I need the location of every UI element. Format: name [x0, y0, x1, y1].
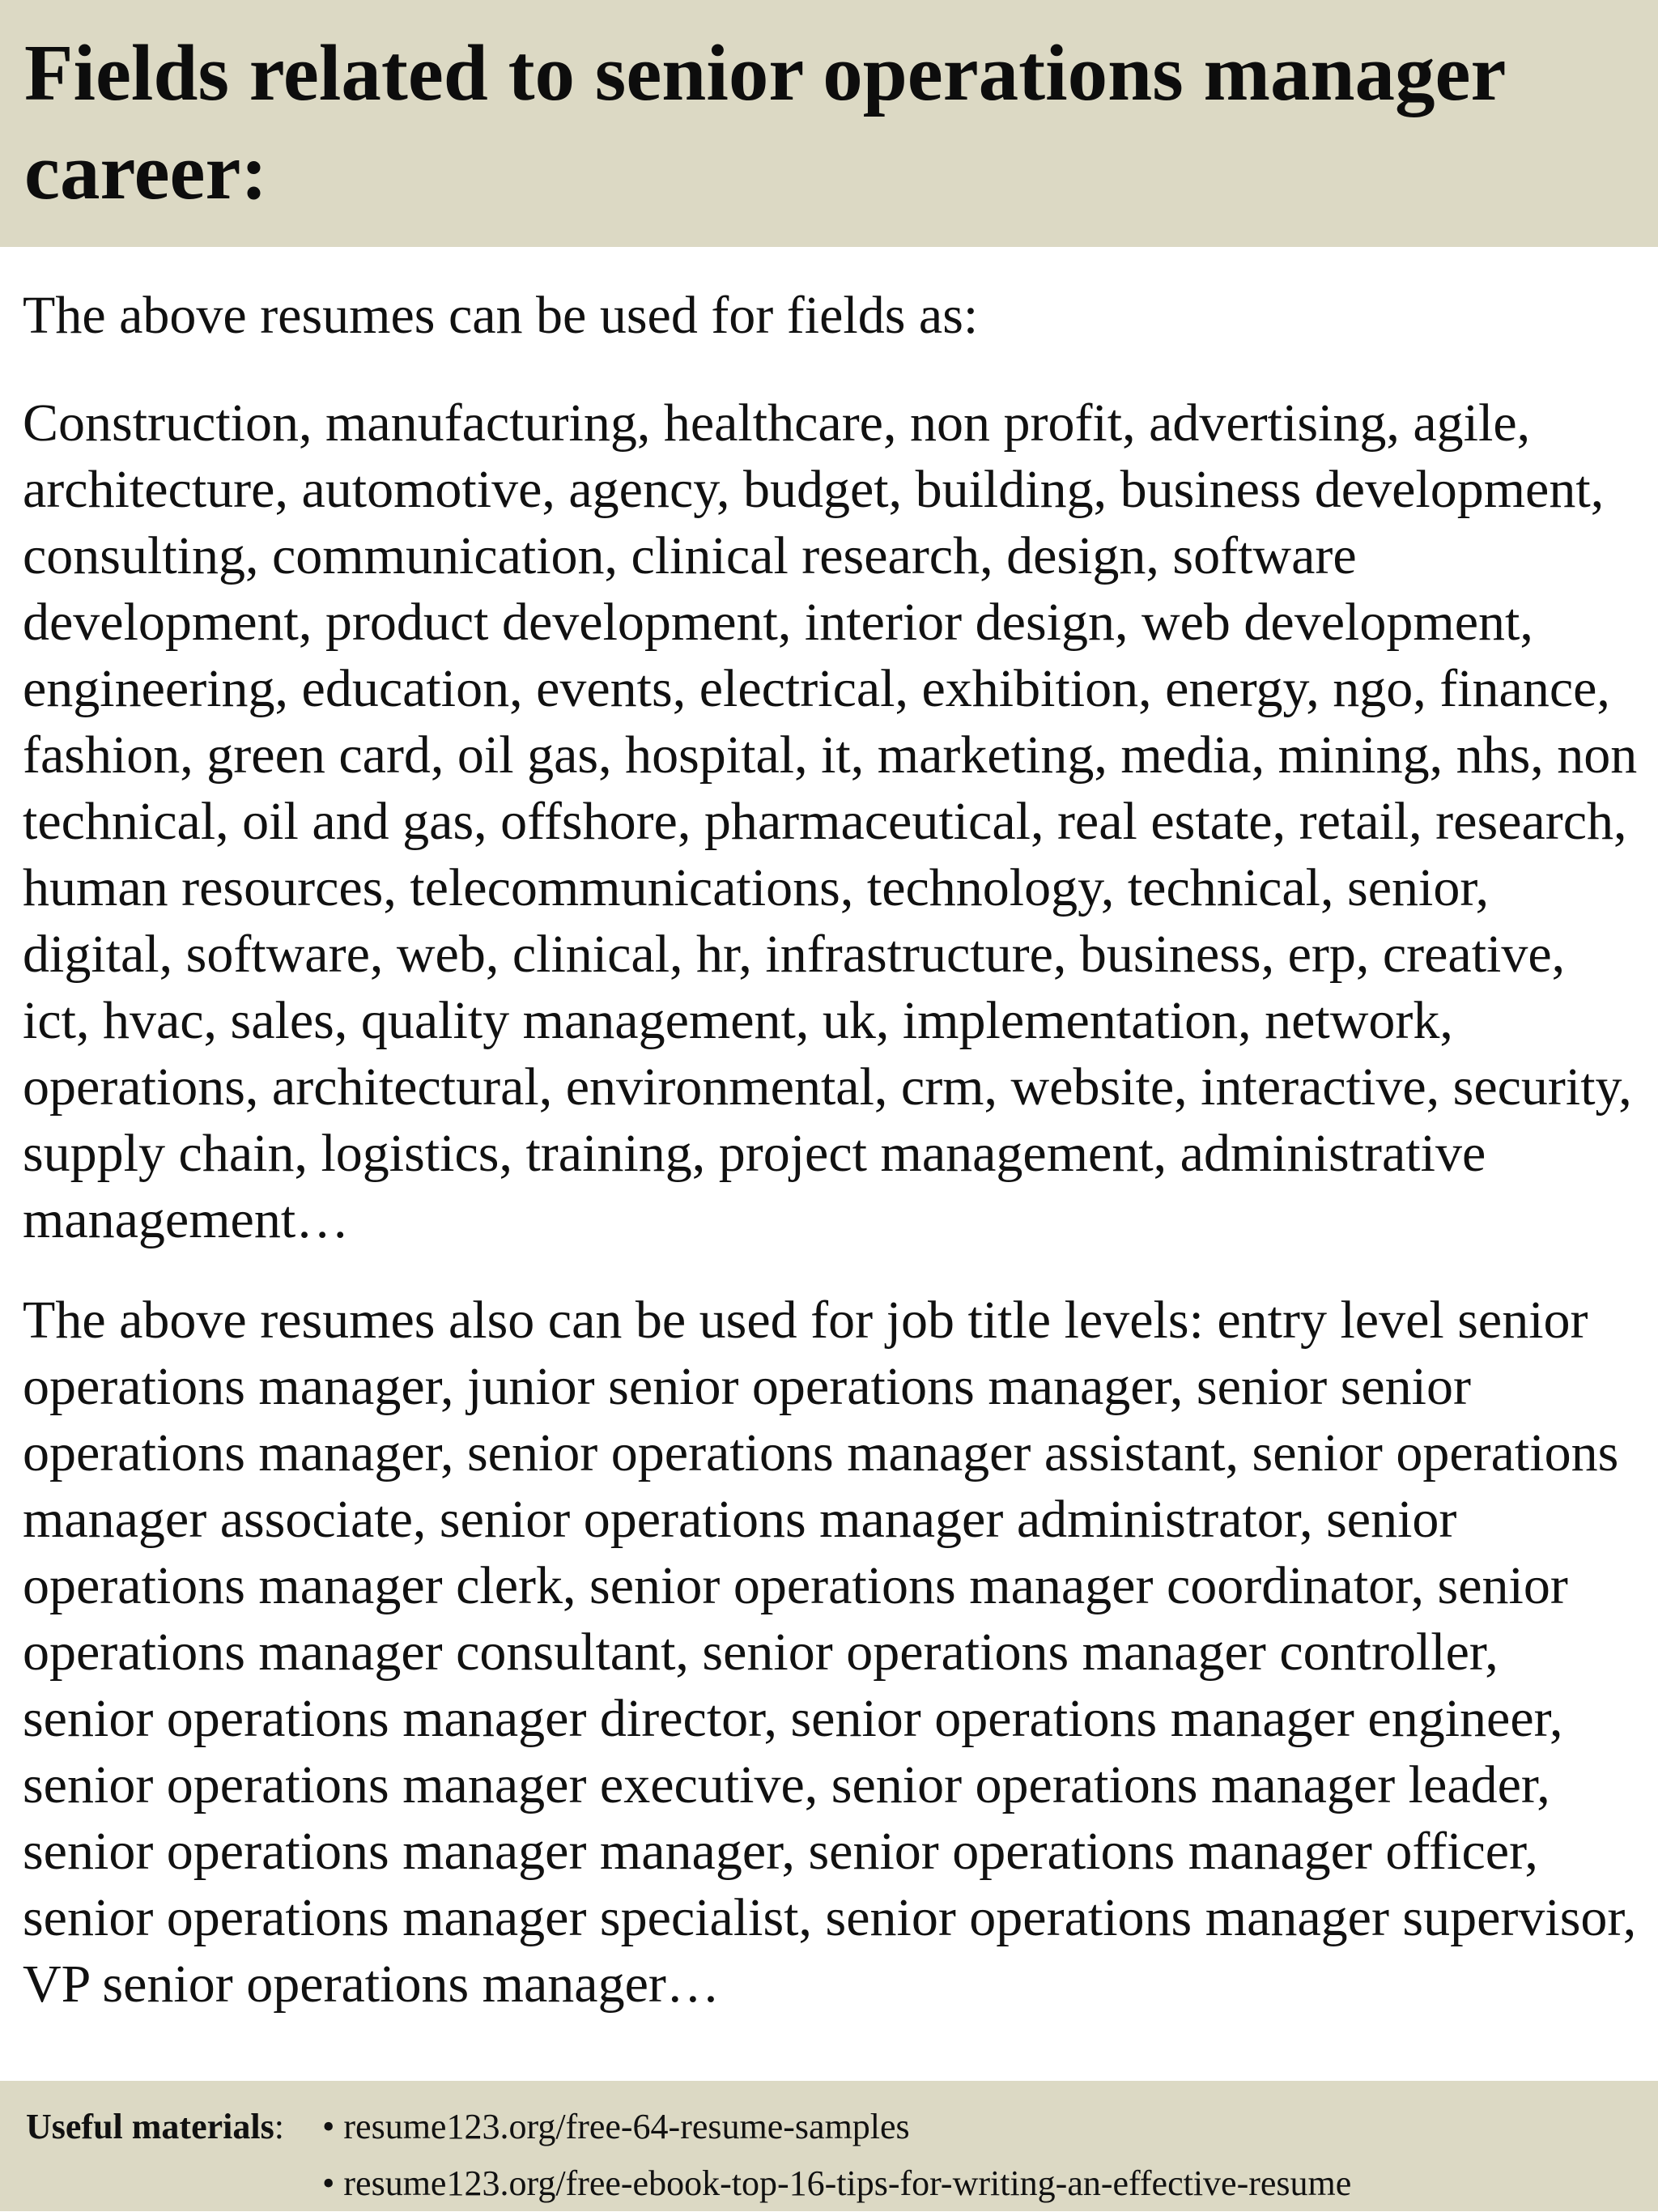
useful-materials-links [322, 2099, 1351, 2212]
ebook-tips-link[interactable]: • resume123.org/free-ebook-top-16-tips-for-writing-an-effective-resume [322, 2163, 1352, 2203]
useful-materials-footer [0, 2081, 1658, 2211]
resume-samples-link[interactable]: • resume123.org/free-64-resume-samples [322, 2107, 910, 2146]
useful-materials-separator: : [274, 2107, 284, 2146]
fields-list: Construction, manufacturing, healthcare, non profit, advertising, agile, architecture, automotive, agency, budget, building, business development, consulting, communication, clinical research, design, software development, product development, interior design, web development, engineering, education, events, electrical, exhibition, energy, ngo, finance, fashion, green card, oil gas, hospital, it, marketing, media, mining, nhs, non technical, oil and gas, offshore, pharmaceutical, real estate, retail, research, human resources, telecommunications, technology, technical, senior, digital, software, web, clinical, hr, infrastructure, business, erp, creative, ict, hvac, sales, quality management, uk, implementation, network, operations, architectural, environmental, crm, website, interactive, security, supply chain, logistics, training, project management, administrative management… [23, 393, 1638, 1249]
intro-text: The above resumes can be used for fields as: [23, 286, 979, 345]
useful-materials-row [26, 2099, 1658, 2203]
job-levels-list: The above resumes also can be used for job title levels: entry level senior operations manager, junior senior operations manager, senior senior operations manager, senior operations manager assistant, senior operations manager associate, senior operations manager administrator, senior operations manager clerk, senior operations manager coordinator, senior operations manager consultant, senior operations manager controller, senior operations manager director, senior operations manager engineer, senior operations manager executive, senior operations manager leader, senior operations manager manager, senior operations manager officer, senior operations manager specialist, senior operations manager supervisor, VP senior operations manager… [23, 1291, 1637, 2014]
page-header [0, 0, 1658, 247]
main-content [23, 279, 1642, 2018]
useful-materials-label: Useful materials [26, 2107, 274, 2146]
page-title: Fields related to senior operations manager career: [24, 29, 1505, 216]
